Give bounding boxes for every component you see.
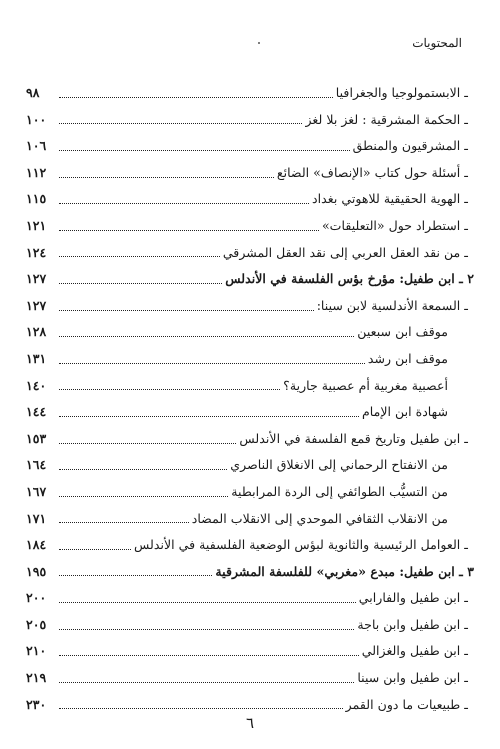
dot-leader (59, 522, 189, 523)
toc-entry-title: ٢ ـ ابن طفيل: مؤرخ بؤس الفلسفة في الأندلس (225, 271, 474, 287)
dot-leader (59, 469, 227, 470)
toc-page-number: ١٢١ (26, 217, 47, 233)
dot-leader (59, 389, 280, 390)
toc-entry-row (26, 213, 474, 240)
toc-chapter-row (26, 559, 474, 586)
dot-leader (59, 443, 236, 444)
dot-leader (59, 496, 228, 497)
toc-entry-title: من التسيُّب الطوائفي إلى الردة المرابطية (231, 483, 448, 499)
toc-entry-title: ـ ابن طفيل والفارابي (358, 590, 468, 606)
toc-entry-title: شهادة ابن الإمام (361, 404, 448, 420)
dot-leader (59, 549, 131, 550)
header-dot (258, 42, 260, 44)
toc-page-number: ٢١٠ (26, 643, 47, 659)
toc-page-number: ١٢٧ (26, 297, 47, 313)
toc-entry-row (26, 426, 474, 453)
toc-page-number: ١٩٥ (26, 563, 47, 579)
toc-page-number: ١٠٦ (26, 138, 47, 154)
toc-page-number: ١٧١ (26, 510, 47, 526)
dot-leader (59, 177, 274, 178)
dot-leader (59, 655, 359, 656)
toc-entry-title: ـ من نقد العقل العربي إلى نقد العقل المشرقي (222, 244, 468, 260)
dot-leader (59, 150, 350, 151)
toc-entry-row (26, 107, 474, 134)
toc-entry-row (26, 452, 474, 479)
toc-page-number: ١٣١ (26, 350, 47, 366)
toc-entry-title: ـ ابن طفيل وتاريخ قمع الفلسفة في الأندلس (239, 430, 468, 446)
toc-page-number: ١٦٧ (26, 483, 47, 499)
toc-page-number: ١٢٧ (26, 271, 47, 287)
toc-page-number: ٩٨ (26, 85, 40, 100)
toc-entry-row (26, 346, 474, 373)
toc-entry-row (26, 373, 474, 400)
toc-entry-title: ـ طبيعيات ما دون القمر (345, 696, 468, 712)
toc-entry-title: ـ العوامل الرئيسية والثانوية لبؤس الوضعية الفلسفية في الأندلس (133, 537, 468, 553)
toc-entry-row (26, 506, 474, 533)
toc-page-number: ١٨٤ (26, 537, 47, 553)
page-number: ٦ (245, 714, 255, 732)
toc-page-number: ١٥٣ (26, 430, 47, 446)
toc-entry-title: ـ استطراد حول «التعليقات» (321, 217, 468, 233)
table-of-contents (26, 80, 474, 718)
toc-page-number: ٢١٩ (26, 670, 47, 686)
toc-entry-title: من الانفتاح الرحماني إلى الانغلاق الناصري (230, 457, 448, 473)
dot-leader (59, 123, 302, 124)
dot-leader (59, 708, 343, 709)
dot-leader (59, 629, 354, 630)
dot-leader (59, 682, 354, 683)
dot-leader (59, 575, 212, 576)
toc-entry-row (26, 160, 474, 187)
toc-page-number: ٢٠٠ (26, 590, 47, 606)
dot-leader (59, 256, 220, 257)
toc-page-number: ١٢٨ (26, 324, 47, 340)
toc-page-number: ٢٠٥ (26, 616, 47, 632)
toc-entry-row (26, 240, 474, 267)
toc-entry-row (26, 80, 474, 107)
toc-entry-title: ـ المشرقيون والمنطق (352, 138, 468, 154)
toc-entry-title: أعصبية مغربية أم عصبية جارية؟ (283, 377, 448, 393)
dot-leader (59, 363, 365, 364)
toc-entry-row (26, 532, 474, 559)
toc-entry-title: ـ ابن طفيل وابن باجة (357, 616, 468, 632)
running-header: المحتويات (412, 36, 462, 50)
dot-leader (59, 602, 356, 603)
toc-entry-title: ـ ابن طفيل وابن سينا (357, 670, 468, 686)
toc-page-number: ١١٥ (26, 191, 47, 207)
toc-entry-row (26, 665, 474, 692)
toc-page-number: ١٢٤ (26, 244, 47, 260)
dot-leader (59, 416, 359, 417)
toc-page-number: ٢٣٠ (26, 696, 47, 712)
toc-entry-title: ـ الحكمة المشرقية : لغز بلا لغز (305, 111, 468, 127)
toc-entry-row (26, 133, 474, 160)
toc-entry-title: موقف ابن رشد (367, 350, 448, 366)
toc-entry-title: ٣ ـ ابن طفيل: مبدع «مغربي» للفلسفة المشرقية (215, 563, 474, 579)
dot-leader (59, 230, 319, 231)
toc-entry-title: ـ الهوية الحقيقية للاهوتي بغداد (312, 191, 468, 207)
dot-leader (59, 203, 309, 204)
toc-entry-title: ـ أسئلة حول كتاب «الإنصاف» الضائع (276, 164, 468, 180)
toc-entry-row (26, 612, 474, 639)
toc-entry-row (26, 638, 474, 665)
toc-entry-row (26, 399, 474, 426)
toc-page-number: ١٤٤ (26, 404, 47, 420)
toc-page-number: ١٠٠ (26, 111, 47, 127)
toc-entry-title: موقف ابن سبعين (357, 324, 448, 340)
toc-page-number: ١١٢ (26, 164, 47, 180)
dot-leader (59, 97, 333, 98)
dot-leader (59, 310, 314, 311)
toc-page-number: ١٦٤ (26, 457, 47, 473)
toc-entry-title: ـ السمعة الأندلسية لابن سينا: (316, 297, 468, 313)
toc-entry-title: ـ الابستمولوجيا والجغرافيا (335, 85, 468, 100)
toc-entry-row (26, 186, 474, 213)
toc-entry-title: من الانقلاب الثقافي الموحدي إلى الانقلاب المضاد (191, 510, 448, 526)
dot-leader (59, 336, 354, 337)
toc-page-number: ١٤٠ (26, 377, 47, 393)
toc-entry-row (26, 319, 474, 346)
dot-leader (59, 283, 222, 284)
toc-entry-row (26, 293, 474, 320)
toc-entry-title: ـ ابن طفيل والغزالي (361, 643, 468, 659)
toc-entry-row (26, 585, 474, 612)
toc-entry-row (26, 479, 474, 506)
toc-chapter-row (26, 266, 474, 293)
